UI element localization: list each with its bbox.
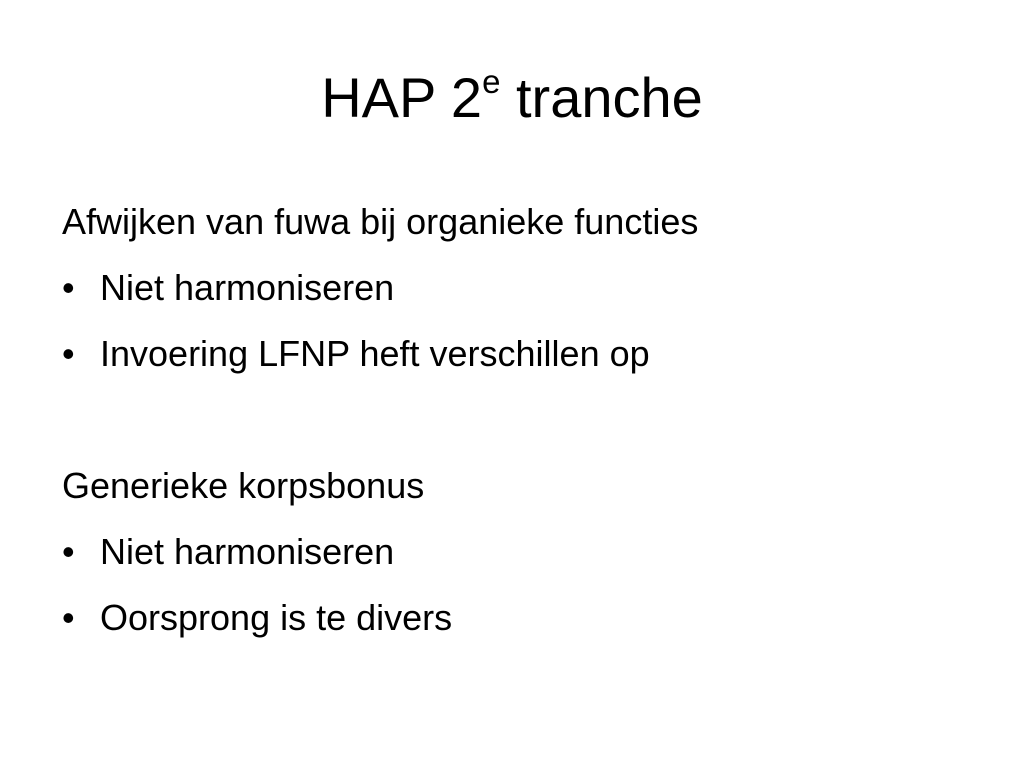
- section-heading-fuwa: Afwijken van fuwa bij organieke functies: [62, 201, 699, 242]
- bullet-dot: •: [62, 333, 75, 374]
- bullet-item: [62, 519, 1002, 585]
- bullet-text: Invoering LFNP heft verschillen op: [100, 333, 650, 374]
- bullet-text: Niet harmoniseren: [100, 531, 395, 572]
- section-heading-korpsbonus: Generieke korpsbonus: [62, 465, 425, 506]
- bullet-dot: •: [62, 597, 75, 638]
- bullet-text: Niet harmoniseren: [100, 267, 395, 308]
- title-main: HAP 2: [321, 66, 483, 129]
- bullet-item: [62, 585, 1002, 651]
- title-superscript: e: [482, 63, 501, 101]
- bullet-item: [62, 255, 1002, 321]
- slide-title: [0, 62, 1024, 134]
- bullet-dot: •: [62, 531, 75, 572]
- section-spacer: [62, 387, 1002, 453]
- bullet-item: [62, 321, 1002, 387]
- bullet-dot: •: [62, 267, 75, 308]
- slide-body: [62, 189, 1002, 651]
- title-rest: tranche: [500, 66, 703, 129]
- bullet-text: Oorsprong is te divers: [100, 597, 453, 638]
